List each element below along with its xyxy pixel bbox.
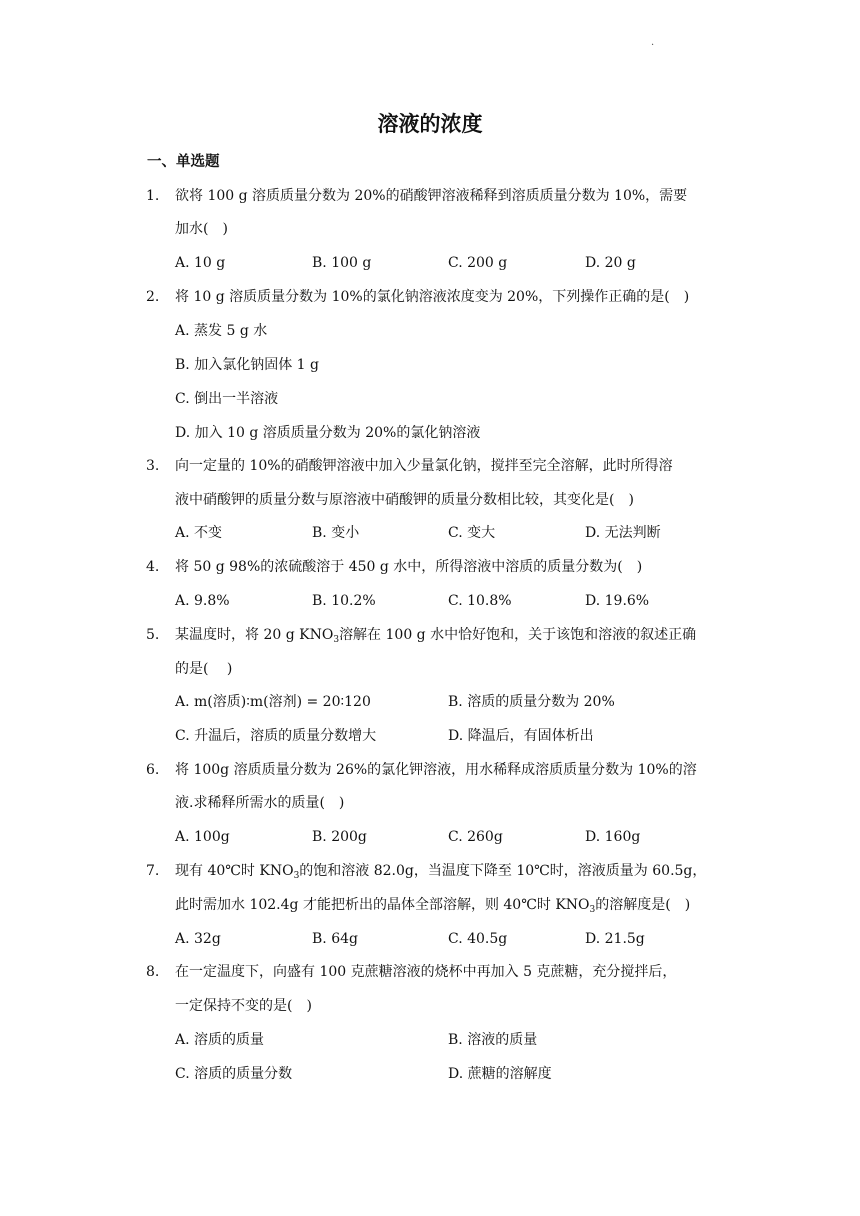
option-c: C. 10.8% [448,593,512,609]
option-a: A. 溶质的质量 [175,1032,265,1048]
option-b: B. 100 g [312,255,372,271]
option-a: A. 10 g [175,255,226,271]
option-d: D. 160g [585,829,641,845]
question-text: 某温度时，将 20 g $KNO_3$溶解在 100 g 水中恰好饱和，关于该饱和溶液的叙述正确 [175,627,697,645]
option-b: B. 10.2% [312,593,376,609]
option-b: B. 加入氯化钠固体 1 g [175,357,319,373]
option-c: C. 40.5g [448,931,508,947]
question-text: 现有 40℃时 $KNO_3$的饱和溶液 82.0g，当温度下降至 10℃时，溶液质量为 60.5g， [175,863,707,881]
question-text: 将 50 g 98%的浓硫酸溶于 450 g 水中，所得溶液中溶质的质量分数为( ) [175,559,643,575]
question-text: 一定保持不变的是( ) [175,998,312,1014]
question-text: 液.求稀释所需水的质量( ) [175,795,345,811]
option-d: D. 21.5g [585,931,645,947]
page-title: 溶液的浓度 [377,112,483,136]
option-a: A. 9.8% [175,593,230,609]
option-b: B. 溶质的质量分数为 20% [448,694,615,710]
question-number: 2. [146,289,160,305]
option-c: C. 260g [448,829,503,845]
option-d: D. 降温后，有固体析出 [448,728,594,744]
option-a: A. 100g [175,829,230,845]
question-text: 欲将 100 g 溶质质量分数为 20%的硝酸钾溶液稀释到溶质质量分数为 10%，需要 [175,188,688,204]
corner-mark: · [651,40,655,51]
option-c: C. 升温后，溶质的质量分数增大 [175,728,377,744]
option-a: A. 32g [175,931,221,947]
question-number: 6. [146,762,160,778]
question-text: 将 10 g 溶质质量分数为 10%的氯化钠溶液浓度变为 20%，下列操作正确的是( ) [175,289,690,305]
question-text: 此时需加水 102.4g 才能把析出的晶体全部溶解，则 40℃时 $KNO_3$的溶解度是( ) [175,897,691,915]
question-text: 液中硝酸钾的质量分数与原溶液中硝酸钾的质量分数相比较，其变化是( ) [175,492,634,508]
question-number: 8. [146,964,160,980]
option-b: B. 变小 [312,525,360,541]
question-text: 在一定温度下，向盛有 100 克蔗糖溶液的烧杯中再加入 5 克蔗糖，充分搅拌后， [175,964,677,980]
option-a: A. m(溶质)∶m(溶剂) = 20∶120 [175,694,371,710]
option-c: C. 倒出一半溶液 [175,391,279,407]
option-c: C. 变大 [448,525,496,541]
option-b: B. 64g [312,931,358,947]
option-b: B. 溶液的质量 [448,1032,538,1048]
question-text: 将 100g 溶质质量分数为 26%的氯化钾溶液，用水稀释成溶质质量分数为 10%的溶 [175,762,697,778]
question-text: 加水( ) [175,221,228,237]
question-number: 5. [146,627,160,643]
section-heading: 一、单选题 [147,154,220,170]
question-text: 的是( ) [175,661,233,677]
question-number: 4. [146,559,160,575]
option-a: A. 蒸发 5 g 水 [175,323,268,339]
option-d: D. 蔗糖的溶解度 [448,1066,552,1082]
option-b: B. 200g [312,829,367,845]
option-d: D. 加入 10 g 溶质质量分数为 20%的氯化钠溶液 [175,425,481,441]
option-d: D. 无法判断 [585,525,661,541]
question-number: 7. [146,863,160,879]
question-text: 向一定量的 10%的硝酸钾溶液中加入少量氯化钠，搅拌至完全溶解，此时所得溶 [175,458,673,474]
question-number: 1. [146,188,160,204]
question-number: 3. [146,458,160,474]
option-c: C. 溶质的质量分数 [175,1066,293,1082]
option-a: A. 不变 [175,525,223,541]
option-d: D. 20 g [585,255,636,271]
option-d: D. 19.6% [585,593,650,609]
option-c: C. 200 g [448,255,508,271]
